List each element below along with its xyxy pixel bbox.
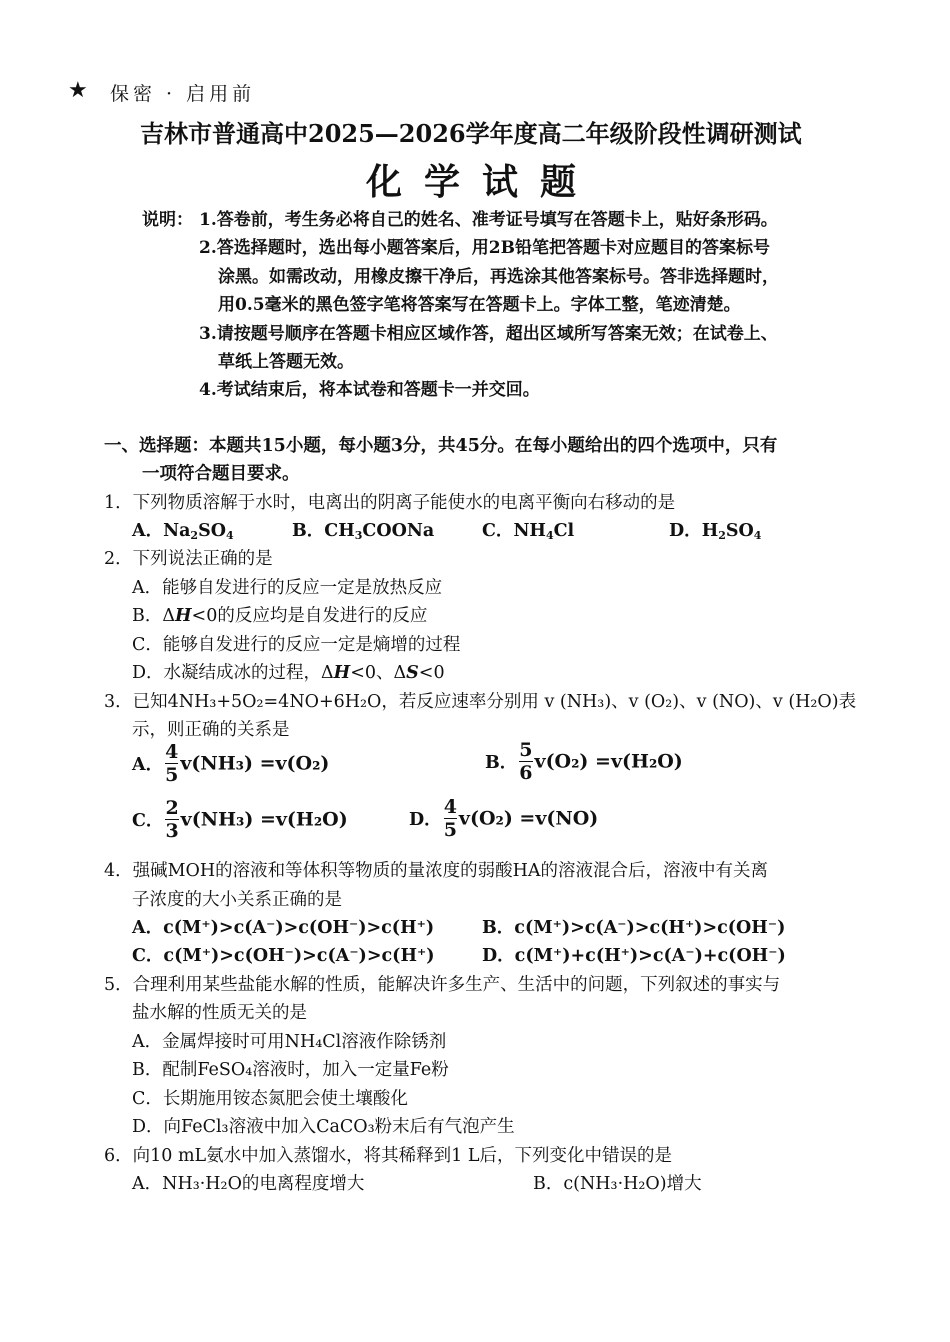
question-2-stem: 2．下列说法正确的是: [104, 549, 273, 569]
instruction-line: 草纸上答题无效。: [218, 352, 354, 372]
q4-option-a: A．c(M⁺)>c(A⁻)>c(OH⁻)>c(H⁺): [132, 918, 435, 938]
instruction-line: 4.考试结束后，将本试卷和答题卡一并交回。: [199, 380, 540, 400]
q5-option-c: C．长期施用铵态氮肥会使土壤酸化: [132, 1089, 408, 1109]
instruction-line: 用0.5毫米的黑色签字笔将答案写在答题卡上。字体工整，笔迹清楚。: [218, 295, 741, 315]
fraction: $\frac{4}{5}$: [443, 796, 457, 841]
question-3-stem-cont: 示，则正确的关系是: [132, 720, 290, 740]
q1-option-c: C．$NH_4Cl$: [482, 521, 575, 542]
question-1-stem: 1．下列物质溶解于水时，电离出的阴离子能使水的电离平衡向右移动的是: [104, 493, 676, 513]
fraction: $\frac{2}{3}$: [165, 797, 179, 842]
q5-option-d: D．向FeCl₃溶液中加入CaCO₃粉末后有气泡产生: [132, 1117, 515, 1137]
instructions-label: 说明：: [142, 210, 193, 230]
q1-option-d: D．$H_2SO_4$: [669, 521, 762, 542]
question-4-stem: 4．强碱MOH的溶液和等体积等物质的量浓度的弱酸HA的溶液混合后，溶液中有关离: [104, 861, 769, 881]
q3-option-b: B． $\frac{5}{6}$ v(O₂) =v(H₂O): [485, 739, 683, 784]
q1-option-b: B．$CH_3COONa$: [292, 521, 435, 542]
q2-option-a: A．能够自发进行的反应一定是放热反应: [132, 578, 443, 598]
q5-option-a: A．金属焊接时可用NH₄Cl溶液作除锈剂: [132, 1032, 447, 1052]
star-icon: ★: [68, 78, 88, 103]
q3-option-d: D． $\frac{4}{5}$ v(O₂) =v(NO): [409, 796, 599, 841]
instruction-line: 2.答选择题时，选出每小题答案后，用2B铅笔把答题卡对应题目的答案标号: [199, 238, 770, 258]
question-4-stem-cont: 子浓度的大小关系正确的是: [132, 890, 342, 910]
section-heading-cont: 一项符合题目要求。: [142, 464, 300, 484]
q2-option-d: D．水凝结成冰的过程，ΔH<0、ΔS<0: [132, 663, 445, 683]
q2-option-c: C．能够自发进行的反应一定是熵增的过程: [132, 635, 461, 655]
question-3-stem: 3．已知4NH₃+5O₂=4NO+6H₂O，若反应速率分别用 v (NH₃)、v (O₂)、v (NO)、v (H₂O)表: [104, 692, 857, 712]
section-heading: 一、选择题：本题共15小题，每小题3分，共45分。在每小题给出的四个选项中，只有: [104, 436, 778, 456]
confidential-label: 保密 · 启用前: [110, 83, 256, 105]
q3-option-c: C． $\frac{2}{3}$ v(NH₃) =v(H₂O): [132, 797, 348, 842]
q4-option-c: C．c(M⁺)>c(OH⁻)>c(A⁻)>c(H⁺): [132, 946, 435, 966]
question-5-stem-cont: 盐水解的性质无关的是: [132, 1003, 307, 1023]
q4-option-d: D．c(M⁺)+c(H⁺)>c(A⁻)+c(OH⁻): [482, 946, 786, 966]
instruction-line: 1.答卷前，考生务必将自己的姓名、准考证号填写在答题卡上，贴好条形码。: [199, 210, 778, 230]
q6-option-b: B．c(NH₃·H₂O)增大: [533, 1174, 702, 1194]
q2-option-b: B．ΔH<0的反应均是自发进行的反应: [132, 606, 428, 626]
q4-option-b: B．c(M⁺)>c(A⁻)>c(H⁺)>c(OH⁻): [482, 918, 786, 938]
instruction-line: 涂黑。如需改动，用橡皮擦干净后，再选涂其他答案标号。答非选择题时，: [218, 267, 779, 287]
fraction: $\frac{5}{6}$: [519, 739, 533, 784]
q1-option-a: A．$Na_2SO_4$: [132, 521, 234, 542]
subject-title: 化学试题: [366, 161, 599, 203]
instruction-line: 3.请按题号顺序在答题卡相应区域作答，超出区域所写答案无效；在试卷上、: [199, 324, 778, 344]
question-5-stem: 5．合理利用某些盐能水解的性质，能解决许多生产、生活中的问题，下列叙述的事实与: [104, 975, 781, 995]
q3-option-a: A． $\frac{4}{5}$ v(NH₃) =v(O₂): [132, 741, 330, 786]
exam-title: 吉林市普通高中2025—2026学年度高二年级阶段性调研测试: [140, 119, 802, 148]
question-6-stem: 6．向10 mL氨水中加入蒸馏水，将其稀释到1 L后，下列变化中错误的是: [104, 1146, 672, 1166]
fraction: $\frac{4}{5}$: [165, 741, 179, 786]
q6-option-a: A．NH₃·H₂O的电离程度增大: [132, 1174, 365, 1194]
q5-option-b: B．配制FeSO₄溶液时，加入一定量Fe粉: [132, 1060, 449, 1080]
